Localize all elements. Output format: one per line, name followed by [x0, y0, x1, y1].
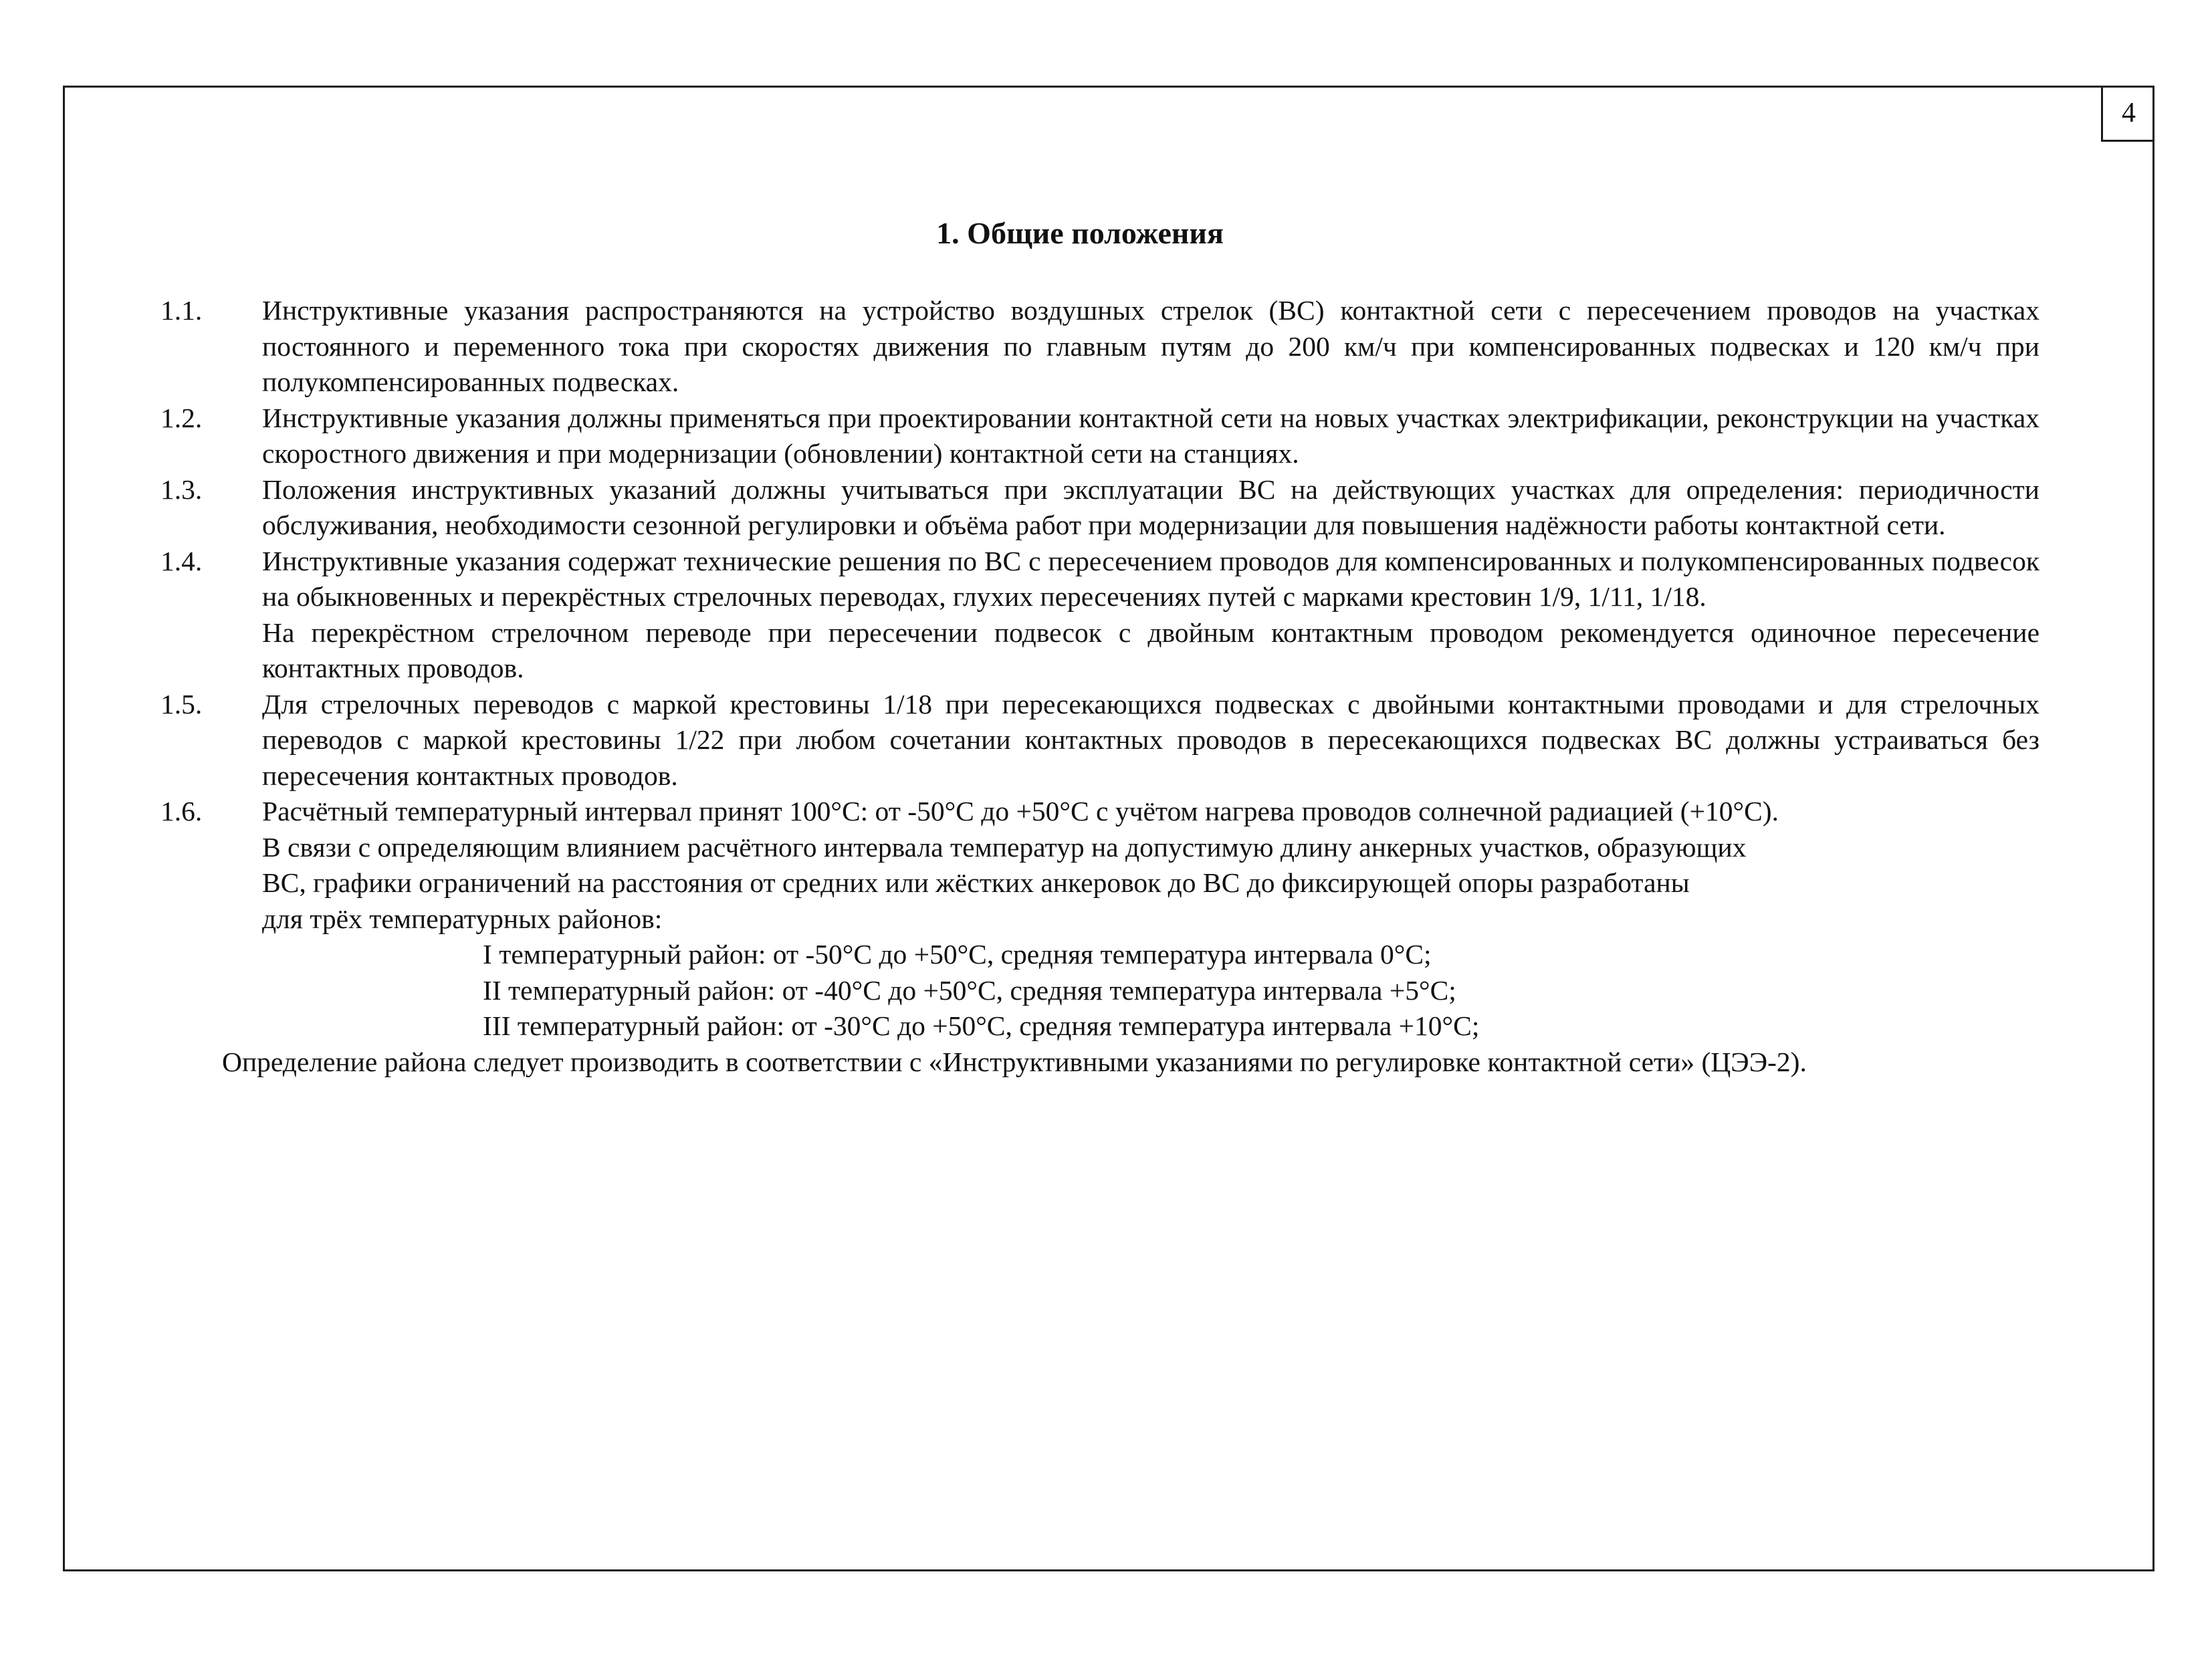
clause-text: Для стрелочных переводов с маркой крестовины 1/18 при пересекающихся подвесках с двойными контактными проводами и для стрелочных переводов с маркой крестовины 1/22 при любом сочетании контактных проводов в пересекающихся подвесках ВС должны устраиваться без пересечения контактных проводов.	[262, 688, 2039, 791]
clause-1-2	[160, 401, 2039, 472]
clause-1-1	[160, 293, 2039, 401]
clause-1-5	[160, 687, 2039, 794]
clause-body	[262, 544, 2039, 687]
clause-text: Инструктивные указания распространяются на устройство воздушных стрелок (ВС) контактной сети с пересечением проводов на участках постоянного и переменного тока при скоростях движения по главным путям до 200 км/ч при компенсированных подвесках и 120 км/ч при полукомпенсированных подвесках.	[262, 295, 2039, 397]
clause-number: 1.3.	[160, 473, 203, 505]
clause-text: В связи с определяющим влиянием расчётного интервала температур на допустимую длину анкерных участков, образующих	[262, 831, 1747, 863]
clause-1-6	[160, 794, 2039, 1044]
clause-text: Инструктивные указания содержат технические решения по ВС с пересечением проводов для компенсированных и полукомпенсированных подвесок на обыкновенных и перекрёстных стрелочных переводах, глухих пересечениях путей с марками крестовин 1/9, 1/11, 1/18.	[262, 545, 2039, 612]
temperature-region: III температурный район: от -30°С до +50°С, средняя температура интервала +10°С;	[483, 1010, 1480, 1041]
clause-text: Расчётный температурный интервал принят 100°С: от -50°С до +50°С с учётом нагрева проводов солнечной радиацией (+10°С).	[262, 796, 1779, 826]
clause-1-4	[160, 544, 2039, 687]
temperature-regions-list	[262, 937, 2039, 1044]
temperature-region: II температурный район: от -40°С до +50°С, средняя температура интервала +5°С;	[483, 974, 1456, 1006]
page-number: 4	[2101, 86, 2154, 142]
clause-text: Инструктивные указания должны применяться при проектировании контактной сети на новых участках электрификации, реконструкции на участках скоростного движения и при модернизации (обновлении) контактной сети на станциях.	[262, 402, 2039, 469]
clause-1-3	[160, 472, 2039, 544]
clause-text: для трёх температурных районов:	[262, 903, 663, 934]
section-title: 1. Общие положения	[936, 216, 1224, 250]
clause-number: 1.4.	[160, 545, 203, 576]
section-content	[160, 293, 2039, 1080]
clause-text: ВС, графики ограничений на расстояния от средних или жёстких анкеровок до ВС до фиксирующей опоры разработаны	[262, 867, 1690, 898]
clause-body	[262, 687, 2039, 794]
clause-number: 1.5.	[160, 688, 203, 720]
clause-body	[262, 293, 2039, 401]
final-note: Определение района следует производить в соответствии с «Инструктивными указаниями по регулировке контактной сети» (ЦЭЭ-2).	[222, 1046, 1807, 1077]
temperature-region: I температурный район: от -50°С до +50°С, средняя температура интервала 0°С;	[483, 939, 1432, 970]
clause-body	[262, 401, 2039, 472]
clause-text: Положения инструктивных указаний должны учитываться при эксплуатации ВС на действующих участках для определения: периодичности обслуживания, необходимости сезонной регулировки и объёма работ при модернизации для повышения надёжности работы контактной сети.	[262, 473, 2039, 540]
clause-number: 1.1.	[160, 295, 203, 326]
clause-body	[262, 794, 2039, 1044]
clause-number: 1.2.	[160, 402, 203, 433]
clause-body	[262, 472, 2039, 544]
clause-text: На перекрёстном стрелочном переводе при пересечении подвесок с двойным контактным проводом рекомендуется одиночное пересечение контактных проводов.	[262, 617, 2039, 683]
clause-number: 1.6.	[160, 796, 203, 826]
